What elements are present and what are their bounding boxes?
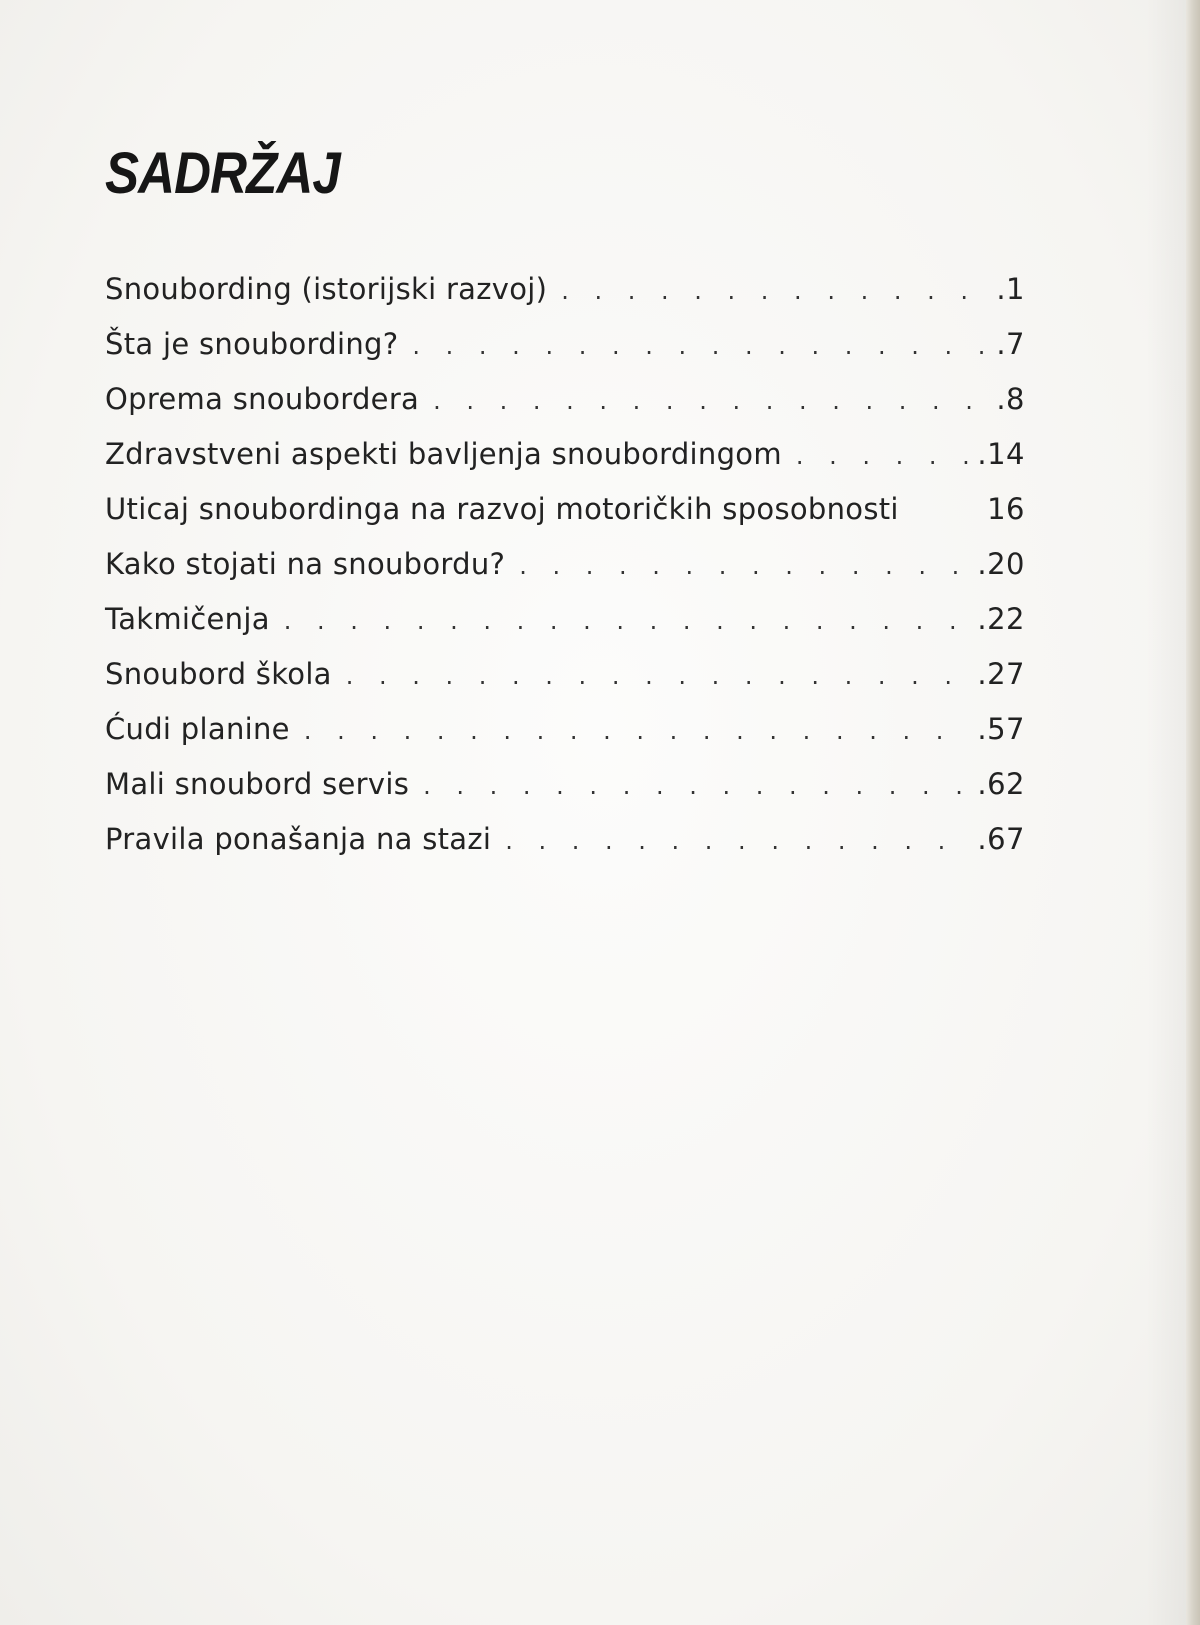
toc-dot-leader (519, 552, 969, 580)
page-title: SADRŽAJ (105, 141, 340, 206)
toc-entry-page: .20 (977, 547, 1025, 581)
toc-entry (105, 767, 1025, 822)
toc-dot-leader (346, 662, 970, 690)
toc-entry-label: Zdravstveni aspekti bavljenja snoubordingom (105, 437, 782, 471)
toc-entry-page: .57 (977, 712, 1025, 746)
toc-entry (105, 272, 1025, 327)
page-spine-edge (1186, 0, 1200, 1625)
toc-entry (105, 547, 1025, 602)
page-spine-shadow (1146, 0, 1186, 1625)
toc-entry (105, 492, 1025, 547)
toc-dot-leader (796, 442, 969, 470)
toc-entry (105, 382, 1025, 437)
toc-entry (105, 657, 1025, 712)
toc-entry-label: Takmičenja (105, 602, 270, 636)
toc-entry-label: Mali snoubord servis (105, 767, 410, 801)
toc-entry-page: .1 (996, 272, 1025, 306)
toc-entry-page: .27 (977, 657, 1025, 691)
toc-entry (105, 822, 1025, 877)
toc-dot-leader (505, 827, 969, 855)
toc-entry-label: Snoubording (istorijski razvoj) (105, 272, 548, 306)
toc-entry (105, 602, 1025, 657)
toc-entry-label: Snoubord škola (105, 657, 332, 691)
toc-dot-leader (433, 387, 988, 415)
toc-dot-leader (412, 332, 988, 360)
toc-entry-page: .14 (977, 437, 1025, 471)
toc-entry (105, 327, 1025, 382)
toc-entry-label: Šta je snoubording? (105, 327, 399, 361)
toc-entry-page: .8 (996, 382, 1025, 416)
toc-entry-label: Kako stojati na snoubordu? (105, 547, 506, 581)
table-of-contents (105, 272, 1025, 877)
toc-dot-leader (304, 717, 970, 745)
toc-dot-leader (423, 772, 969, 800)
toc-entry-label: Ćudi planine (105, 712, 290, 746)
toc-entry-label: Pravila ponašanja na stazi (105, 822, 492, 856)
toc-entry (105, 712, 1025, 767)
toc-entry-page: .7 (996, 327, 1025, 361)
toc-entry-page: .67 (977, 822, 1025, 856)
toc-dot-leader (284, 607, 970, 635)
toc-entry-label: Oprema snoubordera (105, 382, 420, 416)
toc-entry-page: .22 (977, 602, 1025, 636)
toc-entry-label: Uticaj snoubordinga na razvoj motoričkih sposobnosti (105, 492, 899, 526)
toc-entry-page: .62 (977, 767, 1025, 801)
toc-entry-page: 16 (987, 492, 1025, 526)
toc-dot-leader (561, 277, 988, 305)
toc-entry (105, 437, 1025, 492)
